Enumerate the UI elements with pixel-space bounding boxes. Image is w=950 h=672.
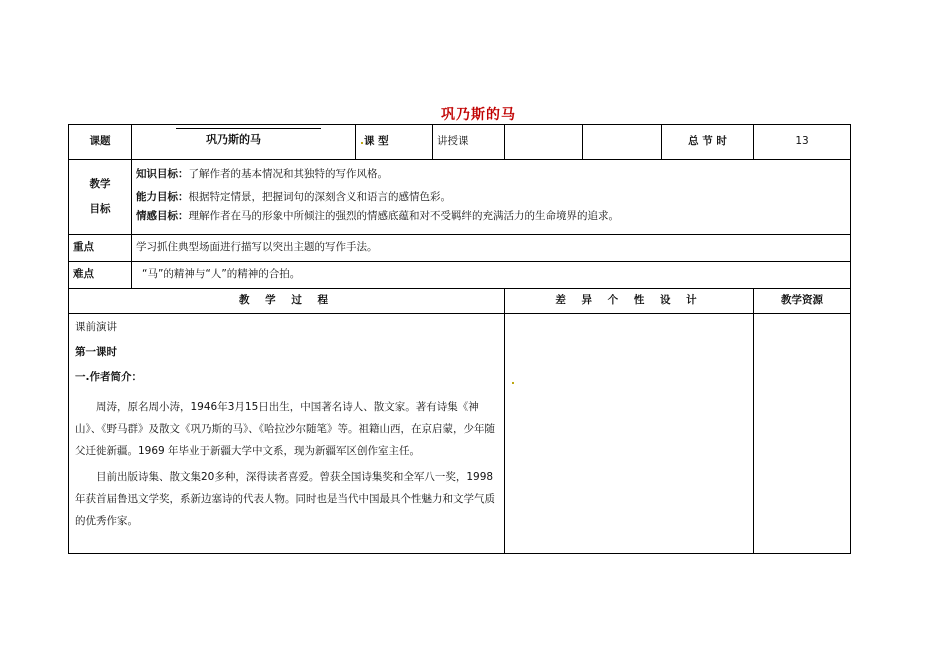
emotion-goal: 情感目标：理解作者在马的形象中所倾注的强烈的情感底蕴和对不受羁绊的充满活力的生命境界的追求。 [136,210,619,223]
mark-dot: . [511,375,515,387]
topic-cell [132,125,356,160]
difficulty-label: 难点 [69,262,132,289]
key-point-label: 重点 [69,235,132,262]
empty-cell-2 [583,125,662,160]
knowledge-goal: 知识目标：了解作者的基本情况和其独特的写作风格。 [136,167,388,180]
topic-label: 课题 [69,125,132,160]
author-paragraph-1: 周涛，原名周小涛，1946年3月15日出生，中国著名诗人、散文家。著有诗集《神山》、《野马群》及散文《巩乃斯的马》、《哈拉沙尔随笔》等。祖籍山西，在京启蒙，少年随父迁徙新疆。1969 年毕业于新疆大学中文系，现为新疆军区创作室主任。 [75,400,495,457]
process-header: 教 学 过 程 [69,289,505,314]
ability-goal: 能力目标：根据特定情景，把握词句的深刻含义和语言的感情色彩。 [136,190,451,203]
resources-header: 教学资源 [754,289,851,314]
design-header: 差 异 个 性 设 计 [505,289,754,314]
empty-cell-1 [505,125,583,160]
goals-label: 教学 目标 [69,160,132,235]
section-heading: 一.作者简介： [75,371,142,384]
resources-content [754,314,851,554]
design-content [505,314,754,554]
hours-value: 13 [754,125,851,160]
type-value: 讲授课 [433,125,505,160]
goals-content [132,160,851,235]
author-paragraph-2: 目前出版诗集、散文集20多种，深得读者喜爱。曾获全国诗集奖和全军八一奖，1998年获首届鲁迅文学奖，系新边塞诗的代表人物。同时也是当代中国最具个性魅力和文学气质的优秀作家。 [75,470,495,527]
lesson-heading: 第一课时 [75,346,117,359]
process-content [69,314,505,554]
difficulty-text: “马”的精神与“人”的精神的合拍。 [132,262,851,289]
key-point-text: 学习抓住典型场面进行描写以突出主题的写作手法。 [132,235,851,262]
topic-value: 巩乃斯的马 [206,133,261,146]
type-label: .课 型 [356,125,433,160]
lesson-plan-table [68,124,851,554]
pre-speech: 课前演讲 [75,321,117,333]
document-title: 巩乃斯的马 [441,107,516,123]
hours-label: 总 节 时 [662,125,754,160]
